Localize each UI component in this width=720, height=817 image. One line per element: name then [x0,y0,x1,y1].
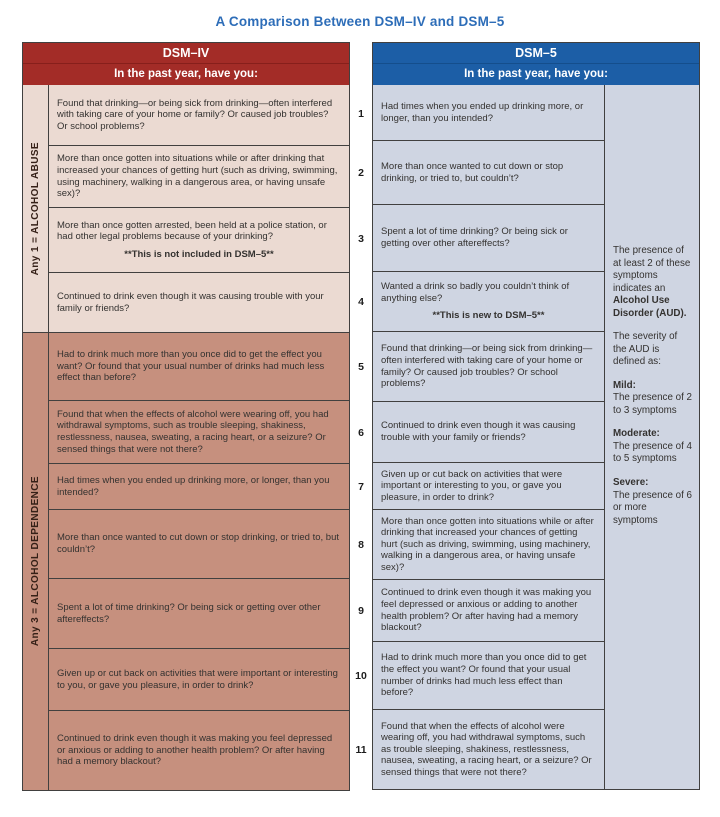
dsm5-question-column [373,85,604,789]
page-title: A Comparison Between DSM–IV and DSM–5 [215,14,505,29]
dependence-rows [49,333,349,790]
table-row [373,709,604,789]
question-text: Wanted a drink so badly you couldn’t think of anything else? [381,281,570,304]
question-text: More than once gotten arrested, been held at a police station, or had other legal problems because of your drinking? [57,219,327,243]
table-row [373,271,604,331]
table-row [49,710,349,790]
criterion-number: 4 [358,296,364,308]
question-text: Spent a lot of time drinking? Or being sick or getting over other aftereffects? [381,226,568,249]
criteria-number-column [350,42,372,790]
question-text: Found that drinking—or being sick from drinking—often interfered with taking care of your home or family? Or caused job troubles? Or school problems? [381,343,593,390]
alcohol-abuse-label-text: Any 1 = ALCOHOL ABUSE [30,141,41,276]
dsm4-title: DSM–IV [23,43,349,64]
severity-desc: The presence of 4 to 5 symptoms [613,440,692,465]
question-text: More than once gotten into situations while or after drinking that increased your chances of getting hurt (such as driving, swimming, using machinery, walking in a dangerous area, or having unsafe sex)? [381,515,594,573]
question-text: Continued to drink even though it was making you feel depressed or anxious or adding to another health problem? Or after having had a memory blackout? [57,733,333,768]
severity-level-moderate [613,428,692,466]
table-row [49,648,349,710]
table-row [373,204,604,271]
dsm4-subtitle: In the past year, have you: [114,68,258,80]
dsm5-table [372,42,700,790]
criterion-number: 11 [355,744,367,756]
question-text: Given up or cut back on activities that were important or interesting to you, or gave you pleasure, in order to drink? [381,468,563,503]
severity-level-mild [613,380,692,418]
table-row [49,272,349,332]
table-row [49,463,349,509]
alcohol-abuse-section [23,85,349,332]
severity-level-severe [613,477,692,527]
alcohol-dependence-section [23,332,349,790]
table-row [49,578,349,648]
question-text: More than once wanted to cut down or stop drinking, or tried to, but couldn’t? [57,532,339,555]
question-text: Continued to drink even though it was causing trouble with your family or friends? [57,290,324,314]
question-text: Had to drink much more than you once did to get the effect you want? Or found that your usual number of drinks had much less effect than before? [381,652,587,699]
question-text: More than once wanted to cut down or stop drinking, or tried to, but couldn’t? [381,160,564,184]
question-text: Had to drink much more than you once did to get the effect you want? Or found that your usual number of drinks had much less effect than before? [57,349,325,384]
severity-name: Mild: [613,379,636,391]
criterion-note: **This is not included in DSM–5** [124,248,274,260]
question-text: Found that when the effects of alcohol were wearing off, you had withdrawal symptoms, such as trouble sleeping, shakiness, restlessness, nausea, sweating, a racing heart, or a seizure? Or sensed things that were not there? [381,720,592,778]
table-row [373,509,604,579]
severity-desc: The presence of 6 or more symptoms [613,489,692,526]
severity-desc: The presence of 2 to 3 symptoms [613,392,692,416]
question-text: Continued to drink even though it was causing trouble with your family or friends? [381,420,576,443]
table-row [373,140,604,204]
criterion-number: 9 [358,605,364,617]
dsm4-table-header [23,43,349,85]
dsm5-subtitle: In the past year, have you: [464,68,608,80]
question-text: Found that when the effects of alcohol were wearing off, you had withdrawal symptoms, such as trouble sleeping, shakiness, restlessness, nausea, sweating, a racing heart, or a seizure? Or sensed things that were not there? [57,408,329,455]
dsm4-table [22,42,350,791]
severity-name: Moderate: [613,428,660,440]
question-text: Continued to drink even though it was making you feel depressed or anxious or adding to another health problem? Or after having had a memory blackout? [381,587,592,634]
criterion-number: 5 [358,361,364,373]
alcohol-abuse-label [23,85,49,332]
aud-severity-intro: The severity of the AUD is defined as: [613,331,678,368]
criterion-number: 2 [358,167,364,179]
table-row [373,85,604,140]
table-row [373,331,604,401]
abuse-rows [49,85,349,332]
criterion-number: 3 [358,232,364,245]
table-row [49,333,349,400]
table-row [49,400,349,463]
aud-intro-plain: The presence of at least 2 of these symptoms indicates an [613,245,691,294]
criterion-number: 10 [355,670,367,682]
dsm5-title: DSM–5 [373,43,699,64]
dsm5-table-header [373,43,699,85]
question-text: More than once gotten into situations while or after drinking that increased your chances of getting hurt (such as driving, swimming, using machinery, walking in a dangerous area, or having unsafe sex)? [57,153,338,200]
criterion-note: **This is new to DSM–5** [432,310,545,322]
alcohol-dependence-label-text: Any 3 = ALCOHOL DEPENDENCE [30,476,41,647]
question-text: Found that drinking—or being sick from drinking—often interfered with taking care of your home or family? Or caused job troubles? Or school problems? [57,97,333,132]
table-row [373,462,604,509]
question-text: Had times when you ended up drinking more, or longer, than you intended? [57,474,330,498]
aud-intro [613,245,692,320]
question-text: Given up or cut back on activities that were important or interesting to you, or gave you pleasure, in order to drink? [57,667,338,691]
alcohol-dependence-label [23,333,49,790]
criterion-number: 8 [358,539,364,551]
table-row [49,207,349,272]
aud-intro-bold: Alcohol Use Disorder (AUD). [613,295,687,319]
table-row [373,401,604,462]
criterion-number: 1 [358,107,364,120]
question-text: Had times when you ended up drinking more, or longer, than you intended? [381,100,584,124]
aud-definition-sidebar [604,85,699,789]
table-row [49,509,349,578]
table-row [373,641,604,709]
severity-name: Severe: [613,476,649,488]
table-row [49,85,349,145]
dsm5-body [373,85,699,789]
comparison-layout [0,42,720,791]
question-text: Spent a lot of time drinking? Or being sick or getting over other aftereffects? [57,601,321,625]
criterion-number: 7 [358,480,364,493]
table-row [49,145,349,207]
criterion-number: 6 [358,426,364,439]
table-row [373,579,604,641]
